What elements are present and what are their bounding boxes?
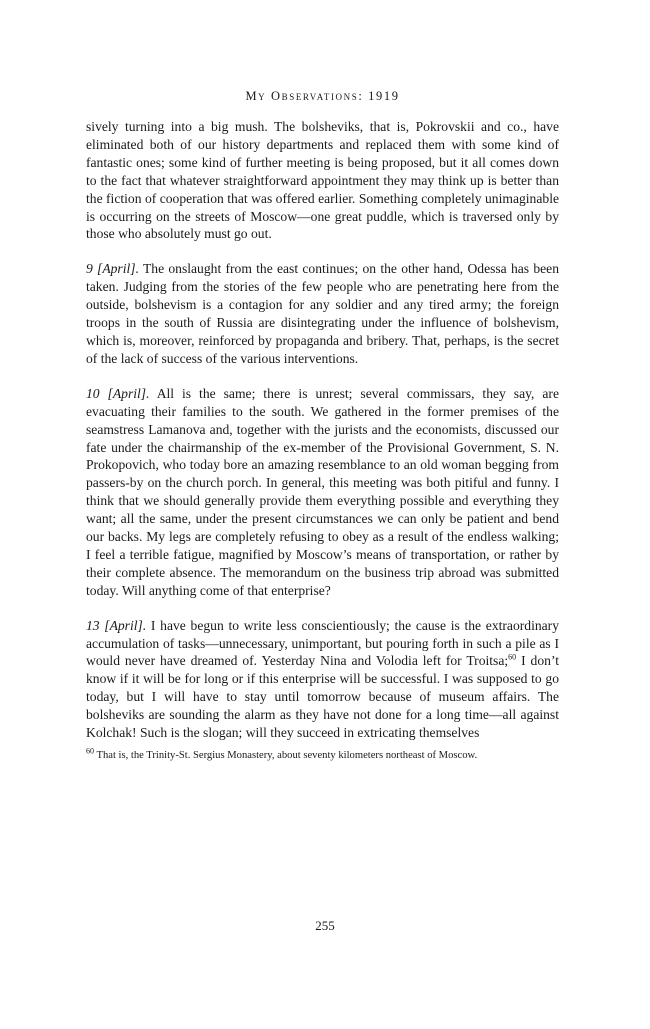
footnote-text: That is, the Trinity-St. Sergius Monastery, about seventy kilometers northeast of Moscow. (96, 750, 478, 761)
paragraph-text: sively turning into a big mush. The bolsheviks, that is, Pokrovskii and co., have eliminated both of our history departments and replaced them with some kind of fantastic ones; some kind of further meeting is being proposed, but it all comes down to the fact that whatever straightforward appointment they may think up is better than the fiction of cooperation that was offered earlier. Something completely unimaginable is occurring on the streets of Moscow—one great puddle, which is traversed only by those who absolutely must go out. (86, 119, 559, 242)
diary-entry-10-april (86, 385, 559, 600)
paragraph-continuation (86, 118, 559, 243)
footnote-reference: 60 (508, 652, 517, 662)
entry-date: 13 [April]. (86, 617, 147, 633)
diary-entry-9-april (86, 260, 559, 367)
entry-text: I have begun to write less conscientiously; the cause is the extraordinary accumulation of tasks—unnecessary, unimportant, but pouring forth in such a pile as I would never have dreamed of. Yesterday Nina and Volodia left for Troitsa; (86, 617, 560, 669)
entry-date: 10 [April]. (86, 385, 150, 401)
entry-text: All is the same; there is unrest; several commissars, they say, are evacuating their families to the south. We gathered in the former premises of the seamstress Lamanova and, together with the jurists and the economists, discussed our fate under the chairmanship of the ex-member of the Provisional Government, S. N. Prokopovich, who today bore an amazing resemblance to an old woman begging from passers-by on the church porch. In general, this meeting was both pitiful and funny. I think that we should generally provide them everything possible and everything they want; all the same, under the present circumstances we can only be patient and bend our backs. My legs are completely refusing to obey as a result of the endless walking; I feel a terrible fatigue, magnified by Moscow’s means of transportation, or rather by their complete absence. The memorandum on the business trip abroad was submitted today. Will anything come of that enterprise? (86, 385, 559, 598)
footnote-mark: 60 (86, 746, 94, 756)
footnote (86, 746, 559, 762)
running-head: My Observations: 1919 (245, 89, 400, 103)
entry-date: 9 [April]. (86, 261, 139, 277)
entry-text-continued: I don’t know if it will be for long or if this enterprise will be successful. I was supposed to go today, but I will have to stay until tomorrow because of museum affairs. The bolsheviks are sounding the alarm as they have not done for a long time—all against Kolchak! Such is the slogan; will they succeed in extricating themselves (86, 653, 560, 741)
entry-text: The onslaught from the east continues; on the other hand, Odessa has been taken. Judging from the stories of the few people who are penetrating here from the outside, bolshevism is a contagion for any soldier and any tired army; the foreign troops in the south of Russia are disintegrating under the influence of bolshevism, which is, moreover, reinforced by propaganda and bribery. That, perhaps, is the secret of the lack of success of the various interventions. (86, 261, 559, 366)
page-body (86, 88, 559, 762)
page-number: 255 (315, 918, 335, 933)
diary-entry-13-april (86, 617, 559, 742)
